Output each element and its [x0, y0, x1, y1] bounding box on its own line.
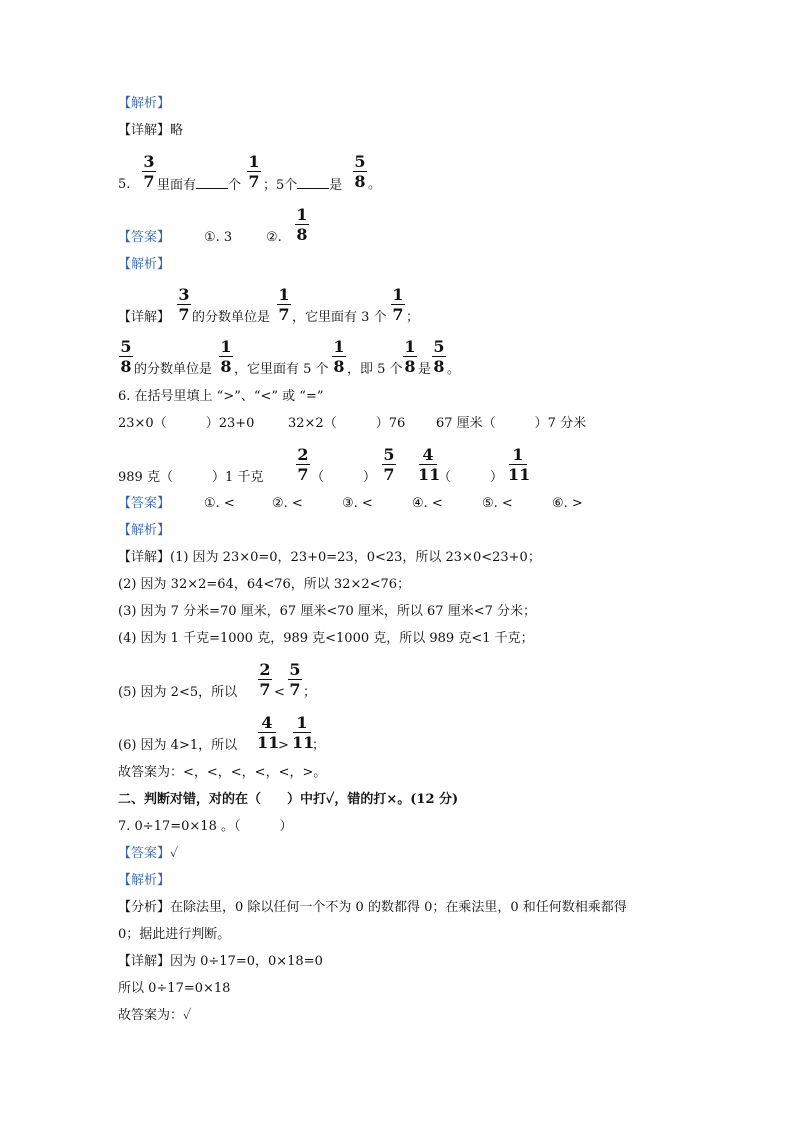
q7-answer: 【答案】✓ — [118, 846, 179, 861]
fraction-1-8: 1 8 — [220, 337, 232, 377]
section-2-heading: 二、判断对错，对的在（ ）中打✓，错的打×。(12 分) — [118, 792, 459, 807]
q6-detail-2: (2) 因为 32×2=64，64<76，所以 32×2<76； — [118, 577, 411, 592]
q7-analysis-2: 0；据此进行判断。 — [118, 927, 231, 942]
q7-final-answer: 故答案为：✓ — [118, 1008, 192, 1023]
q6-detail-4: (4) 因为 1 千克=1000 克，989 克<1000 克，所以 989 克<1 千克； — [118, 631, 534, 646]
q6-item-6-bracket: （ ） — [438, 470, 504, 485]
q6-detail-3: (3) 因为 7 分米=70 厘米，67 厘米<70 厘米，所以 67 厘米<7 分米； — [118, 604, 536, 619]
q5-number: 5. — [118, 177, 131, 192]
q5-detail-text: 的分数单位是 — [134, 362, 213, 377]
detail-brief: 【详解】略 — [118, 123, 184, 138]
fraction-1-7: 1 7 — [392, 285, 404, 325]
q5-detail-text: ，即 5 个 — [347, 362, 403, 377]
fraction-2-7: 2 7 — [259, 660, 271, 700]
fraction-5-8: 5 8 — [354, 152, 366, 192]
fraction-1-11: 1 11 — [508, 445, 531, 485]
q7-text: 7. 0÷17=0×18 。（ ） — [118, 819, 293, 834]
analysis-label: 【解析】 — [118, 96, 171, 111]
q5-end: 。 — [368, 177, 382, 192]
q6-answer-1: ①. < — [204, 496, 235, 511]
fraction-1-7: 1 7 — [248, 152, 260, 192]
q7-so: 所以 0÷17=0×18 — [118, 981, 231, 996]
answer-label: 【答案】 — [118, 496, 171, 511]
fraction-3-7: 3 7 — [143, 152, 155, 192]
q6-answer-5: ⑤. < — [482, 496, 513, 511]
answer-blank — [297, 176, 329, 189]
fraction-1-11: 1 11 — [292, 713, 315, 753]
q6-detail-6-end: ； — [312, 738, 326, 753]
fraction-5-7: 5 7 — [383, 445, 395, 485]
fraction-1-8: 1 8 — [333, 337, 345, 377]
q5-detail-text: 是 — [418, 362, 432, 377]
q6-item-1: 23×0（ ）23+0 — [118, 416, 255, 431]
q5-answer-2: ②. — [266, 230, 282, 245]
fraction-1-8: 1 8 — [404, 337, 416, 377]
q7-analysis-1: 【分析】在除法里，0 除以任何一个不为 0 的数都得 0；在乘法里，0 和任何数相乘都得 — [118, 900, 627, 915]
q5-answer-1: ①. 3 — [204, 230, 233, 245]
q6-answer-2: ②. < — [272, 496, 303, 511]
q6-detail-1: 【详解】(1) 因为 23×0=0，23+0=23，0<23，所以 23×0<23+0； — [118, 550, 541, 565]
analysis-label: 【解析】 — [118, 523, 171, 538]
q5-detail-text: ，它里面有 5 个 — [234, 362, 329, 377]
q6-item-5-bracket: （ ） — [311, 470, 377, 485]
q5-detail-text: 的分数单位是 — [192, 310, 271, 325]
analysis-label: 【解析】 — [118, 257, 171, 272]
q6-answer-6: ⑥. > — [552, 496, 583, 511]
answer-blank — [196, 176, 228, 189]
q6-answer-4: ④. < — [412, 496, 443, 511]
fraction-5-8: 5 8 — [120, 337, 132, 377]
q6-detail-6: (6) 因为 4>1，所以 — [118, 738, 238, 753]
fraction-5-8: 5 8 — [433, 337, 445, 377]
fraction-4-11: 4 11 — [257, 713, 280, 753]
q6-item-2: 32×2（ ）76 — [288, 416, 406, 431]
detail-label: 【详解】 — [118, 310, 171, 325]
fraction-1-8: 1 8 — [296, 205, 308, 245]
check-icon: ✓ — [170, 846, 179, 861]
fraction-5-7: 5 7 — [289, 660, 301, 700]
q6-title: 6. 在括号里填上 “>”、“<” 或 “=” — [118, 389, 324, 404]
q6-detail-5-end: ； — [303, 685, 317, 700]
q5-text: 里面有 个 — [157, 178, 242, 193]
analysis-label: 【解析】 — [118, 873, 171, 888]
q6-detail-5-op: < — [274, 685, 285, 700]
answer-label: 【答案】 — [118, 230, 171, 245]
q6-answer-3: ③. < — [342, 496, 373, 511]
fraction-2-7: 2 7 — [297, 445, 309, 485]
fraction-4-11: 4 11 — [418, 445, 441, 485]
q6-detail-5: (5) 因为 2<5，所以 — [118, 685, 238, 700]
q6-final-answer: 故答案为：<，<，<，<，<，>。 — [118, 765, 327, 780]
q6-item-3: 67 厘米（ ）7 分米 — [436, 416, 587, 431]
q5-detail-text: 。 — [447, 362, 461, 377]
q5-detail-text: ，它里面有 3 个 — [292, 310, 387, 325]
fraction-1-7: 1 7 — [278, 285, 290, 325]
q6-item-4: 989 克（ ）1 千克 — [118, 470, 264, 485]
q6-detail-6-op: > — [278, 738, 289, 753]
q5-detail-text: ； — [406, 310, 420, 325]
fraction-3-7: 3 7 — [178, 285, 190, 325]
q7-detail: 【详解】因为 0÷17=0，0×18=0 — [118, 954, 323, 969]
q5-text-2: ；5个 是 — [263, 178, 343, 193]
